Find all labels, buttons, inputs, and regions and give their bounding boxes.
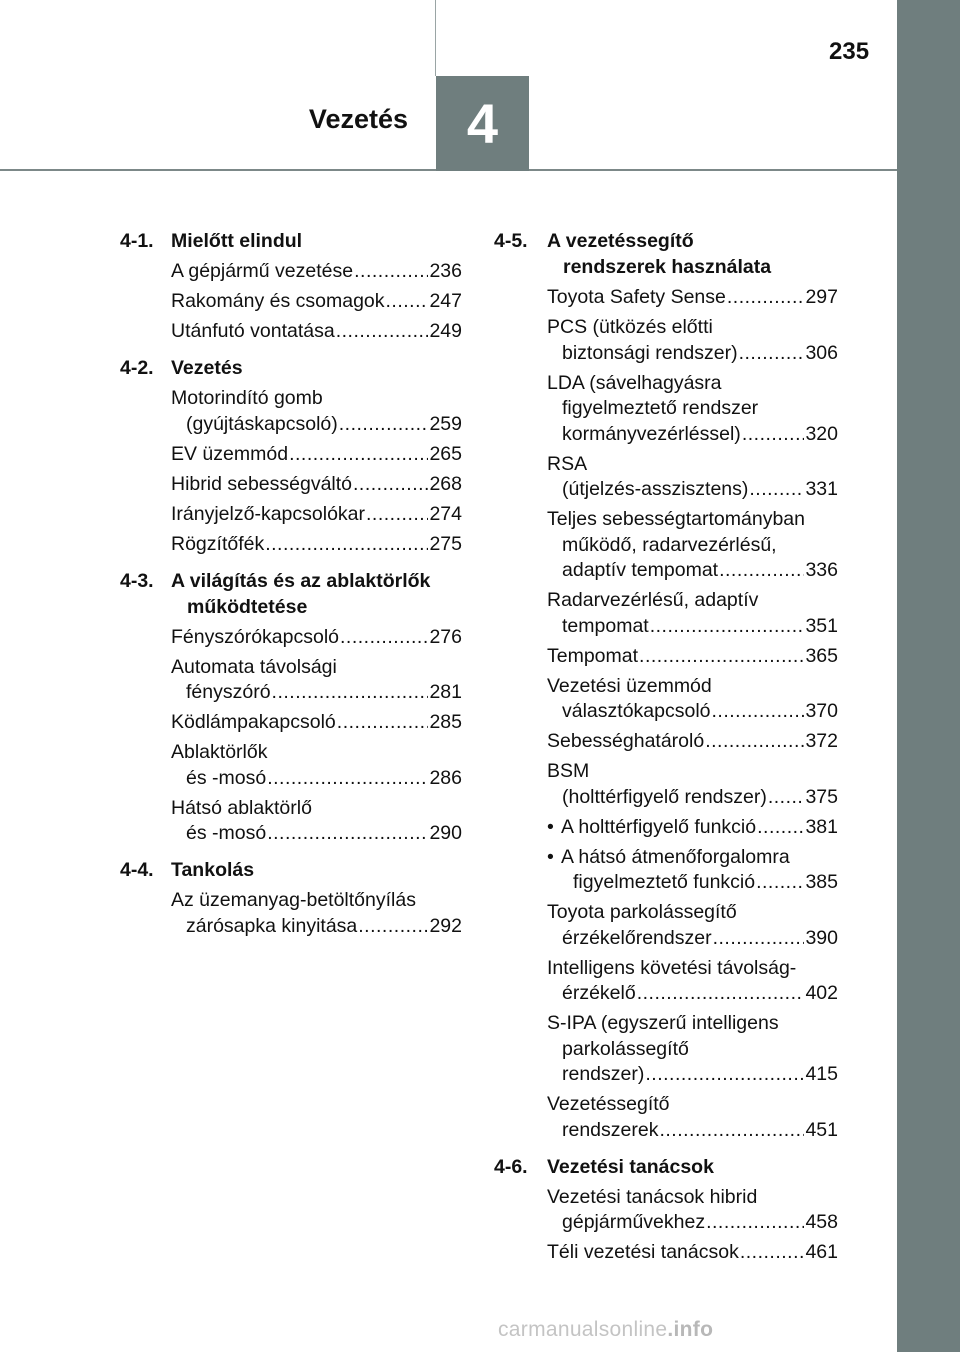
entry-text: Vezetési tanácsok hibrid [547,1185,758,1208]
dot-leader [637,981,805,1007]
entry-line-with-page [171,766,462,792]
dot-leader [353,472,428,498]
toc-column-left [120,228,462,950]
entry-text: Téli vezetési tanácsok [547,1241,739,1263]
entry-line [547,315,838,341]
dot-leader [659,1118,804,1144]
entry-text: biztonsági rendszer) [562,341,738,364]
entry-page-number: 297 [805,286,838,308]
entry-page-number: 461 [805,1241,838,1263]
toc-entry[interactable] [120,625,462,651]
entry-page-number: 402 [805,982,838,1004]
entry-text: Teljes sebességtartományban [547,508,805,530]
entry-line-with-page [547,1210,838,1236]
toc-entry[interactable] [494,1240,838,1266]
section-heading[interactable] [494,228,838,280]
toc-section [120,568,462,858]
entry-line [547,956,838,982]
entry-page-number: 351 [805,614,838,637]
entry-text: A hátsó átmenőforgalomra [561,845,790,868]
entry-line [171,740,462,766]
toc-entry[interactable] [120,740,462,791]
entry-page-number: 275 [429,532,462,555]
toc-entry[interactable] [120,442,462,468]
dot-leader [366,502,428,528]
dot-leader [337,710,429,736]
watermark [498,1318,713,1342]
dot-leader [354,259,428,285]
entry-line [547,1185,838,1211]
entry-page-number: 381 [805,815,838,838]
toc-entry[interactable] [494,845,838,896]
toc-entry[interactable] [120,472,462,498]
entry-text: működő, radarvezérlésű, [562,533,777,556]
entry-text: Irányjelző-kapcsolókar [171,502,366,525]
dot-leader [768,785,805,811]
entry-line-with-page [547,1240,838,1266]
dot-leader [727,285,805,311]
entry-line [547,845,838,871]
section-title: Mielőtt elindul [171,230,303,252]
entry-line-with-page [171,259,462,285]
entry-page-number: 274 [429,502,462,525]
entry-line-with-page [171,914,462,940]
watermark-suffix: .info [667,1318,714,1341]
entry-text: tempomat [562,614,649,637]
entry-line-with-page [547,614,838,640]
section-heading[interactable] [120,568,462,620]
chapter-side-tab [897,0,960,1352]
dot-leader [712,699,805,725]
entry-page-number: 285 [429,711,462,733]
toc-section [494,228,838,1154]
entry-line [547,1037,838,1063]
entry-text: (gyújtáskapcsoló) [186,412,338,435]
chapter-title: Vezetés [308,104,408,134]
entry-text: választókapcsoló [562,700,711,722]
toc-entry[interactable] [494,956,838,1007]
toc-entry[interactable] [120,289,462,315]
section-heading[interactable] [120,228,462,254]
bullet-icon: • [547,845,554,868]
entry-text: gépjárművekhez [562,1211,706,1233]
toc-entry[interactable] [494,729,838,755]
section-spacer [494,1270,838,1276]
dot-leader [705,729,804,755]
dot-leader [756,870,804,896]
dot-leader [267,821,428,847]
entry-text: figyelmeztető funkció [573,871,756,893]
entry-page-number: 385 [805,871,838,893]
entry-text: figyelmeztető rendszer [562,397,759,419]
section-title: rendszerek használata [563,256,772,278]
entry-text: A holttérfigyelő funkció [561,815,757,838]
entry-page-number: 292 [429,914,462,937]
toc-entry[interactable] [120,502,462,528]
dot-leader [749,477,804,503]
entry-page-number: 336 [805,559,838,581]
entry-text: Automata távolsági [171,655,337,678]
toc-section [120,355,462,568]
entry-text: parkolássegítő [562,1037,689,1060]
entry-line-with-page [171,412,462,438]
entry-line [547,1011,838,1037]
dot-leader [265,532,428,558]
toc-section [120,228,462,355]
section-heading[interactable] [120,857,462,883]
dot-leader [386,289,429,315]
section-title: A világítás és az ablaktörlők [171,569,431,592]
entry-text: Sebességhatároló [547,730,705,752]
toc-entry[interactable] [120,710,462,736]
section-heading[interactable] [120,355,462,381]
entry-line [171,888,462,914]
dot-leader [340,625,428,651]
toc-entry[interactable] [120,386,462,437]
entry-line-with-page [547,422,838,448]
section-title: működtetése [187,595,308,618]
entry-line-with-page [171,319,462,345]
section-title: Tankolás [171,859,255,881]
entry-line-with-page [547,1118,838,1144]
entry-page-number: 320 [805,422,838,445]
entry-text: kormányvezérléssel) [562,422,741,445]
entry-text: Vezetési üzemmód [547,674,712,697]
entry-page-number: 365 [805,644,838,667]
entry-line-with-page [547,981,838,1007]
entry-page-number: 286 [429,766,462,789]
entry-text: Hibrid sebességváltó [171,472,353,495]
entry-page-number: 249 [429,320,462,342]
toc-entry[interactable] [494,315,838,366]
entry-text: Radarvezérlésű, adaptív [547,589,759,611]
entry-text: BSM [547,760,590,782]
section-title: Vezetés [171,357,243,379]
entry-line-with-page [171,289,462,315]
toc-entry[interactable] [494,452,838,503]
dot-leader [336,319,429,345]
entry-text: Toyota Safety Sense [547,286,726,308]
section-number: 4-3. [120,569,154,592]
entry-line-with-page [547,341,838,367]
entry-text: fényszóró [186,681,271,703]
entry-line-with-page [171,472,462,498]
toc-column-right [494,228,838,1276]
entry-text: Az üzemanyag-betöltőnyílás [171,889,416,911]
entry-line [547,533,838,559]
bullet-icon: • [547,815,554,838]
entry-line-with-page [547,729,838,755]
entry-page-number: 265 [429,442,462,465]
dot-leader [267,766,428,792]
dot-leader [757,815,804,841]
toc-entry[interactable] [120,259,462,285]
dot-leader [339,412,429,438]
toc-entry[interactable] [120,319,462,345]
entry-line [547,1092,838,1118]
entry-line-with-page [171,532,462,558]
entry-line [171,655,462,681]
section-heading[interactable] [494,1154,838,1180]
entry-text: Utánfutó vontatása [171,320,335,342]
entry-page-number: 247 [429,290,462,312]
dot-leader [650,614,805,640]
entry-text: érzékelő [562,982,636,1004]
section-number: 4-1. [120,230,154,252]
section-number: 4-2. [120,357,154,379]
toc-entry[interactable] [494,759,838,810]
entry-text: Tempomat [547,644,639,667]
toc-entry[interactable] [494,815,838,841]
entry-line-with-page [547,285,838,311]
entry-page-number: 331 [805,478,838,500]
page-number: 235 [829,38,870,65]
toc-entry[interactable] [120,796,462,847]
entry-line-with-page [171,625,462,651]
toc-entry[interactable] [494,674,838,725]
entry-text: (holttérfigyelő rendszer) [562,785,767,808]
entry-text: Toyota parkolássegítő [547,901,737,923]
entry-text: Ködlámpakapcsoló [171,711,336,733]
entry-text: (útjelzés-asszisztens) [562,478,749,500]
entry-line [547,900,838,926]
entry-line [547,371,838,397]
entry-line-with-page [547,926,838,952]
entry-line [547,396,838,422]
entry-line [171,796,462,822]
entry-page-number: 259 [429,412,462,435]
entry-line-with-page [171,710,462,736]
dot-leader [740,1240,805,1266]
entry-text: Motorindító gomb [171,387,323,409]
entry-page-number: 458 [805,1211,838,1233]
toc-entry[interactable] [120,532,462,558]
toc-entry[interactable] [494,1011,838,1088]
entry-page-number: 390 [805,926,838,949]
entry-text: PCS (ütközés előtti [547,316,713,338]
entry-line-with-page [547,477,838,503]
entry-page-number: 370 [805,700,838,722]
toc-entry[interactable] [494,285,838,311]
entry-line-with-page [547,558,838,584]
section-number: 4-6. [494,1155,528,1178]
watermark-prefix: carmanualsonline [498,1318,668,1341]
toc-entry[interactable] [494,507,838,584]
entry-line-with-page [547,815,838,841]
entry-line-with-page [547,1062,838,1088]
dot-leader [358,914,428,940]
entry-text: Rakomány és csomagok [171,290,385,312]
toc-entry[interactable] [494,1092,838,1143]
entry-text: Hátsó ablaktörlő [171,796,312,819]
entry-text: és -mosó [186,822,267,844]
dot-leader [289,442,428,468]
entry-line [547,674,838,700]
entry-line-with-page [547,644,838,670]
entry-text: rendszerek [562,1118,659,1141]
entry-page-number: 236 [429,260,462,282]
toc-entry[interactable] [494,1185,838,1236]
entry-page-number: 375 [805,785,838,808]
entry-line-with-page [547,785,838,811]
entry-line-with-page [547,699,838,725]
entry-line [547,588,838,614]
entry-page-number: 451 [805,1118,838,1141]
entry-text: RSA [547,452,588,475]
toc-entry[interactable] [120,888,462,939]
dot-leader [713,926,805,952]
dot-leader [706,1210,804,1236]
entry-page-number: 281 [429,681,462,703]
dot-leader [639,644,804,670]
dot-leader [272,680,429,706]
toc-entry[interactable] [494,371,838,448]
entry-line-with-page [171,821,462,847]
entry-text: Vezetéssegítő [547,1093,670,1115]
chapter-number-box [436,76,529,171]
toc-entry[interactable] [494,900,838,951]
section-spacer [120,944,462,950]
chapter-number: 4 [466,92,499,155]
entry-text: S-IPA (egyszerű intelligens [547,1012,779,1034]
entry-page-number: 306 [805,341,838,364]
entry-text: EV üzemmód [171,442,289,465]
entry-page-number: 268 [429,472,462,495]
header-vertical-rule [435,0,436,76]
dot-leader [739,341,805,367]
section-number: 4-5. [494,230,528,252]
entry-page-number: 372 [805,730,838,752]
entry-page-number: 290 [429,822,462,844]
toc-entry[interactable] [494,588,838,639]
entry-text: Ablaktörlők [171,741,268,763]
toc-section [120,857,462,950]
entry-line-with-page [171,442,462,468]
entry-text: Fényszórókapcsoló [171,625,339,648]
section-title: Vezetési tanácsok [547,1155,714,1178]
entry-text: és -mosó [186,766,267,789]
toc-section [494,1154,838,1277]
entry-text: LDA (sávelhagyásra [547,371,722,394]
entry-text: Rögzítőfék [171,532,265,555]
entry-text: Intelligens követési távolság- [547,956,797,979]
section-number: 4-4. [120,859,154,881]
entry-line-with-page [171,502,462,528]
section-title: A vezetéssegítő [547,230,694,252]
entry-text: érzékelőrendszer [562,926,712,949]
entry-page-number: 415 [805,1063,838,1085]
entry-text: rendszer) [562,1063,645,1085]
toc-entry[interactable] [120,655,462,706]
entry-line [547,452,838,478]
toc-entry[interactable] [494,644,838,670]
entry-text: zárósapka kinyitása [186,914,358,937]
dot-leader [742,422,805,448]
dot-leader [645,1062,804,1088]
entry-text: A gépjármű vezetése [171,260,354,282]
entry-text: adaptív tempomat [562,559,719,581]
entry-line-with-page [171,680,462,706]
entry-line [547,507,838,533]
entry-line [171,386,462,412]
entry-line [547,759,838,785]
entry-page-number: 276 [429,625,462,648]
entry-line-with-page [547,870,838,896]
dot-leader [719,558,804,584]
